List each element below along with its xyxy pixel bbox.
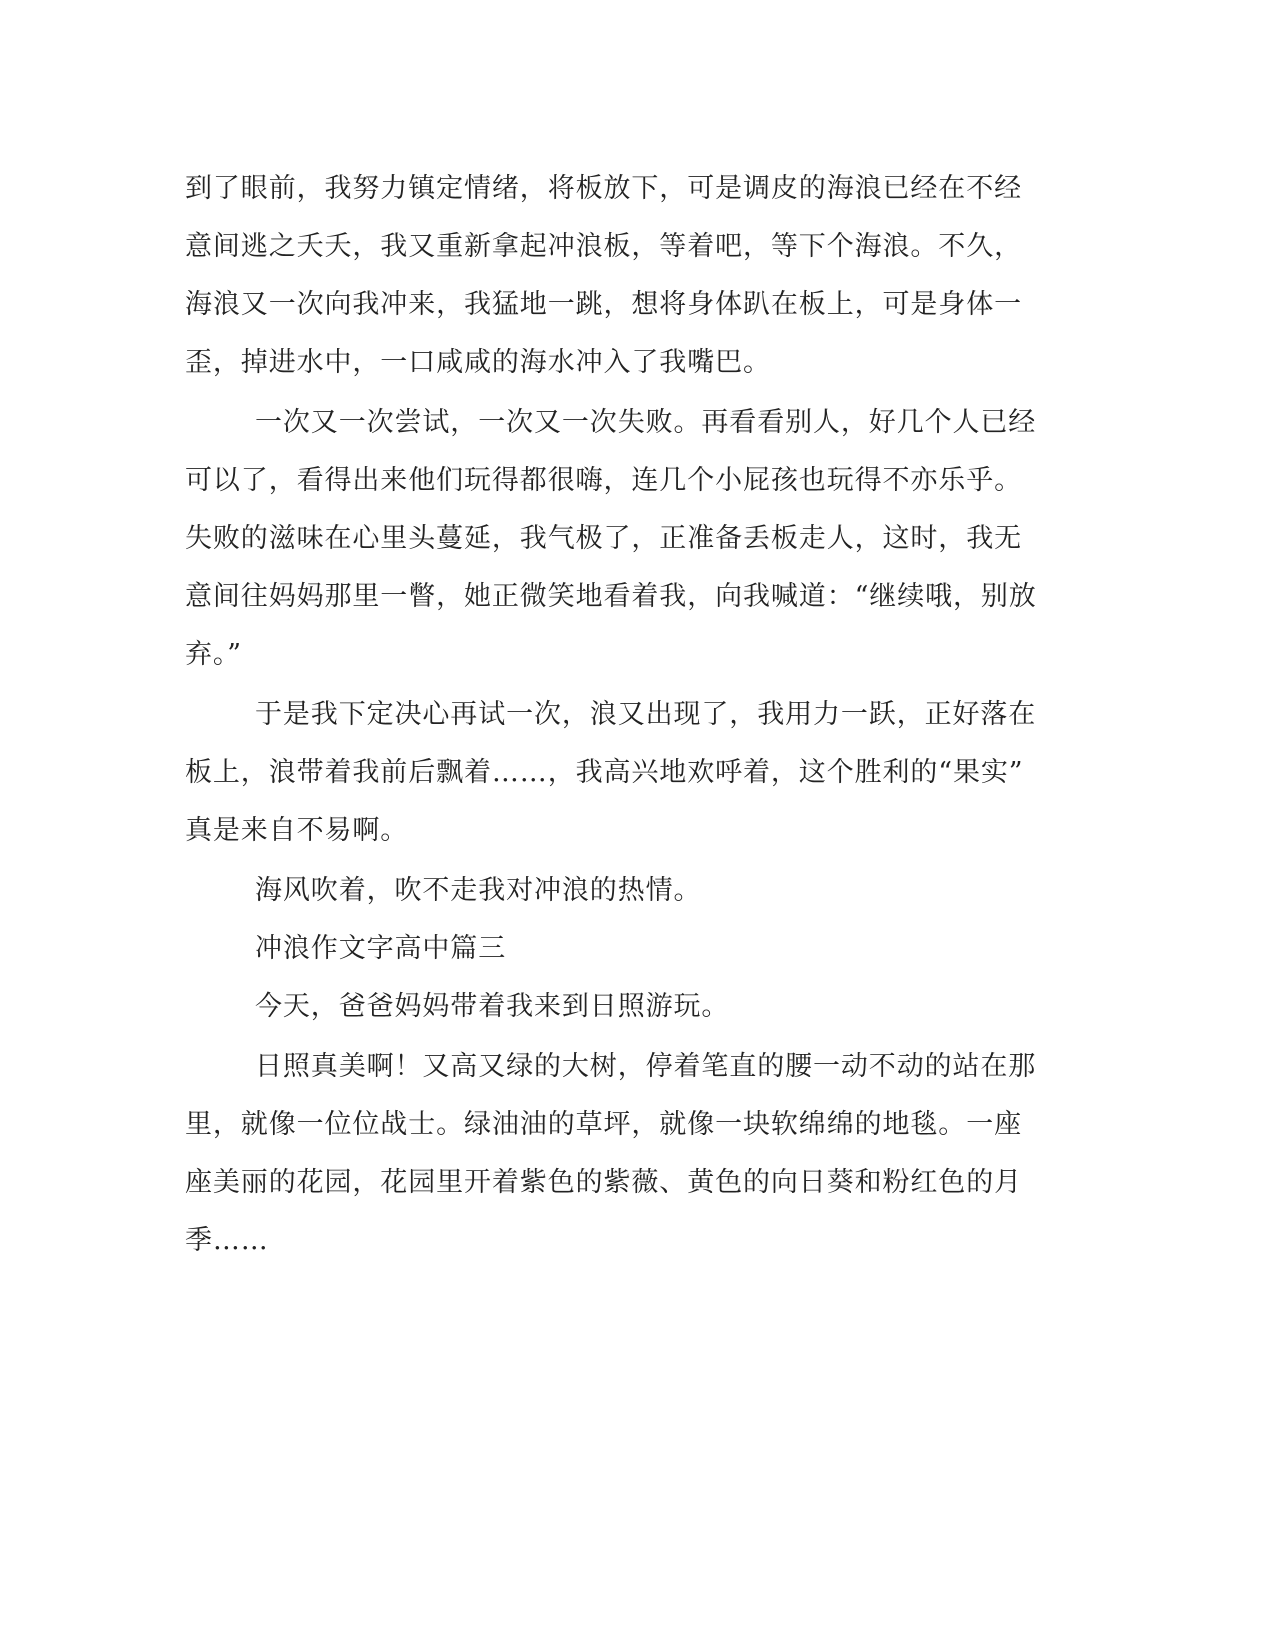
text-line: 失败的滋味在心里头蔓延，我气极了，正准备丢板走人，这时，我无 bbox=[185, 523, 1022, 554]
text-line: 海浪又一次向我冲来，我猛地一跳，想将身体趴在板上，可是身体一 bbox=[185, 289, 1022, 320]
body-text bbox=[185, 160, 1055, 1270]
text-line: 到了眼前，我努力镇定情绪，将板放下，可是调皮的海浪已经在不经 bbox=[185, 173, 1022, 204]
text-line: 里，就像一位位战士。绿油油的草坪，就像一块软绵绵的地毯。一座 bbox=[185, 1109, 1022, 1140]
paragraph-first-line: 于是我下定决心再试一次，浪又出现了，我用力一跃，正好落在 bbox=[255, 699, 1037, 730]
text-line: 意间逃之夭夭，我又重新拿起冲浪板，等着吧，等下个海浪。不久， bbox=[185, 231, 1022, 262]
text-line: 弃。” bbox=[185, 639, 243, 670]
text-line: 歪，掉进水中，一口咸咸的海水冲入了我嘴巴。 bbox=[185, 347, 771, 378]
paragraph-first-line: 一次又一次尝试，一次又一次失败。再看看别人，好几个人已经 bbox=[255, 407, 1037, 438]
paragraph-first-line: 日照真美啊！又高又绿的大树，停着笔直的腰一动不动的站在那 bbox=[255, 1051, 1037, 1082]
text-line: 座美丽的花园，花园里开着紫色的紫薇、黄色的向日葵和粉红色的月 bbox=[185, 1167, 1022, 1198]
text-line: 可以了，看得出来他们玩得都很嗨，连几个小屁孩也玩得不亦乐乎。 bbox=[185, 465, 1022, 496]
paragraph-first-line: 今天，爸爸妈妈带着我来到日照游玩。 bbox=[255, 991, 730, 1022]
text-line: 意间往妈妈那里一瞥，她正微笑地看着我，向我喊道：“继续哦，别放 bbox=[185, 581, 1037, 612]
paragraph-first-line: 冲浪作文字高中篇三 bbox=[255, 933, 507, 964]
paragraph-first-line: 海风吹着，吹不走我对冲浪的热情。 bbox=[255, 875, 702, 906]
text-line: 季…… bbox=[185, 1225, 269, 1256]
text-line: 板上，浪带着我前后飘着……，我高兴地欢呼着，这个胜利的“果实” bbox=[185, 757, 1024, 788]
text-line: 真是来自不易啊。 bbox=[185, 815, 409, 846]
